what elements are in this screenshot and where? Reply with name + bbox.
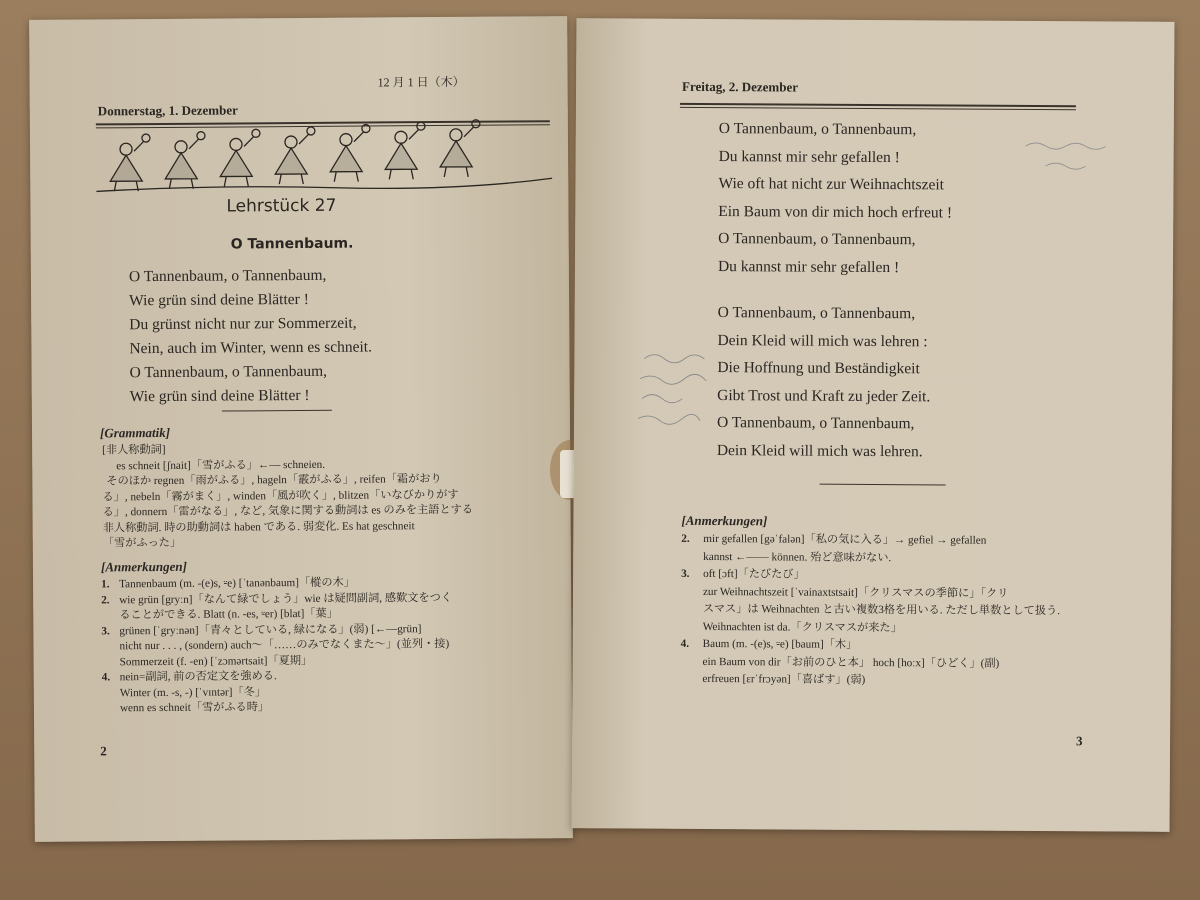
anmerkungen-notes (680, 531, 1060, 691)
note-row: Winter (m. -s, -) [ˈvɪntər]「冬」 (119, 685, 267, 699)
grammatik-line: 「雪がふった」 (102, 536, 182, 550)
note-row: Sommerzeit (f. -en) [ˈzɔmərtsait]「夏期」 (119, 654, 313, 668)
note-row: スマス」は Weihnachten と古い複数3格を用いる. ただし単数として扱う. (702, 602, 1061, 618)
right-page (572, 18, 1175, 832)
poem-stanza (129, 264, 373, 410)
date-header: Donnerstag, 1. Dezember (97, 102, 238, 119)
note-row: 2. wie grün [gryːn]「なんて緑でしょう」wie は疑問副詞, 感歎文をつく (101, 591, 453, 606)
note-row: ることができる. Blatt (n. -es, ⸚er) [blat]「葉」 (119, 607, 338, 622)
grammatik-line: そのほか regnen「雨がふる」, hageln「霰がふる」, reifen「霜がおり (106, 473, 442, 488)
note-row: ein Baum von dir「お前のひと本」 hoch [hoːx]「ひどく」(副) (702, 655, 1000, 670)
grammatik-line: る」, donnern「雷がなる」, など, 気象に関する動詞は es のみを主語とする (102, 503, 474, 519)
poem-line: Wie grün sind deine Blätter ! (129, 386, 310, 406)
left-page (29, 16, 573, 842)
grammatik-line: 非人称動詞. 時の助動詞は haben である. 弱変化. Es hat geschneit (102, 519, 415, 534)
grammatik-line: る」, nebeln「霧がまく」, winden「風が吹く」, blitzen「いなびかりがす (102, 488, 459, 503)
poem-line: Nein, auch im Winter, wenn es schneit. (129, 338, 373, 358)
poem-line: Gibt Trost und Kraft zu jeder Zeit. (717, 386, 931, 405)
note-row: 4. nein=副詞, 前の否定文を強める. (101, 670, 277, 684)
note-row: erfreuen [ɛrˈfrɔyən]「喜ばす」(弱) (702, 672, 866, 686)
children-illustration (96, 108, 553, 199)
poem-line: Wie oft hat nicht zur Weihnachtszeit (718, 175, 945, 194)
poem-line: O Tannenbaum, o Tannenbaum, (718, 230, 916, 249)
note-row: zur Weihnachtszeit [ˈvainaxtstsait]「クリスマスの季節に」「クリ (702, 585, 1009, 600)
poem-line: O Tannenbaum, o Tannenbaum, (128, 266, 327, 286)
poem-line: Die Hoffnung und Beständigkeit (717, 359, 920, 378)
poem-end-rule (222, 410, 332, 412)
poem-line: O Tannenbaum, o Tannenbaum, (716, 414, 915, 433)
grammatik-line: [非人称動詞] (102, 443, 166, 457)
grammatik-notes (102, 441, 473, 552)
date-header: Freitag, 2. Dezember (682, 78, 799, 95)
note-row: Weihnachten ist da.「クリスマスが来た」 (702, 620, 902, 634)
poem-end-rule (820, 484, 946, 486)
poem-line: O Tannenbaum, o Tannenbaum, (718, 120, 917, 139)
note-row: wenn es schneit「雪がふる時」 (119, 701, 270, 715)
poem-line: Du kannst mir sehr gefallen ! (718, 147, 900, 166)
header-rule-2 (680, 107, 1076, 110)
pencil-marginalia-right (1015, 131, 1135, 192)
pencil-marginalia-left (634, 339, 725, 450)
poem-line: Ein Baum von dir mich hoch erfreut ! (718, 202, 953, 221)
poem-stanza-1 (718, 115, 953, 281)
note-row: 3. oft [ɔft]「たびたび」 (681, 567, 805, 581)
date-jp: 12 月 1 日（木） (377, 74, 465, 90)
note-row: 1. Tannenbaum (m. -(e)s, ⸚e) [ˈtanənbaum]「樅の木」 (101, 576, 355, 591)
poem-line: O Tannenbaum, o Tannenbaum, (129, 362, 328, 382)
poem-line: Dein Kleid will mich was lehren. (716, 441, 923, 460)
note-row: 3. grünen [ˈgryːnən]「青々としている, 緑になる」(弱) [←―grün] (101, 622, 422, 637)
poem-title: O Tannenbaum. (230, 235, 354, 253)
poem-line: Dein Kleid will mich was lehren : (717, 331, 928, 350)
note-row: 4. Baum (m. -(e)s, ⸚e) [baum]「木」 (680, 637, 858, 651)
poem-line: Du grünst nicht nur zur Sommerzeit, (129, 314, 357, 334)
anmerkungen-notes (101, 575, 453, 717)
grammatik-line: es schneit [ʃnait]「雪がふる」←― schneien. (116, 458, 326, 472)
anmerkungen-heading: [Anmerkungen] (100, 558, 187, 575)
lesson-number: Lehrstück 27 (226, 195, 337, 217)
poem-line: O Tannenbaum, o Tannenbaum, (717, 304, 916, 323)
poem-line: Wie grün sind deine Blätter ! (129, 290, 309, 310)
anmerkungen-heading: [Anmerkungen] (681, 512, 768, 529)
poem-stanza-2 (717, 299, 931, 465)
page-number: 2 (100, 743, 107, 759)
page-number: 3 (1076, 733, 1083, 749)
poem-line: Du kannst mir sehr gefallen ! (717, 257, 900, 276)
note-row: 2. mir gefallen [gəˈfalən]「私の気に入る」→ gefiel → gefallen (681, 532, 987, 547)
note-row: nicht nur . . . , (sondern) auch～「……のみでなくまた～」(並列・接) (119, 637, 450, 653)
note-row: kannst ←―― können. 殆ど意味がない. (703, 550, 892, 564)
grammatik-heading: [Grammatik] (99, 424, 171, 441)
